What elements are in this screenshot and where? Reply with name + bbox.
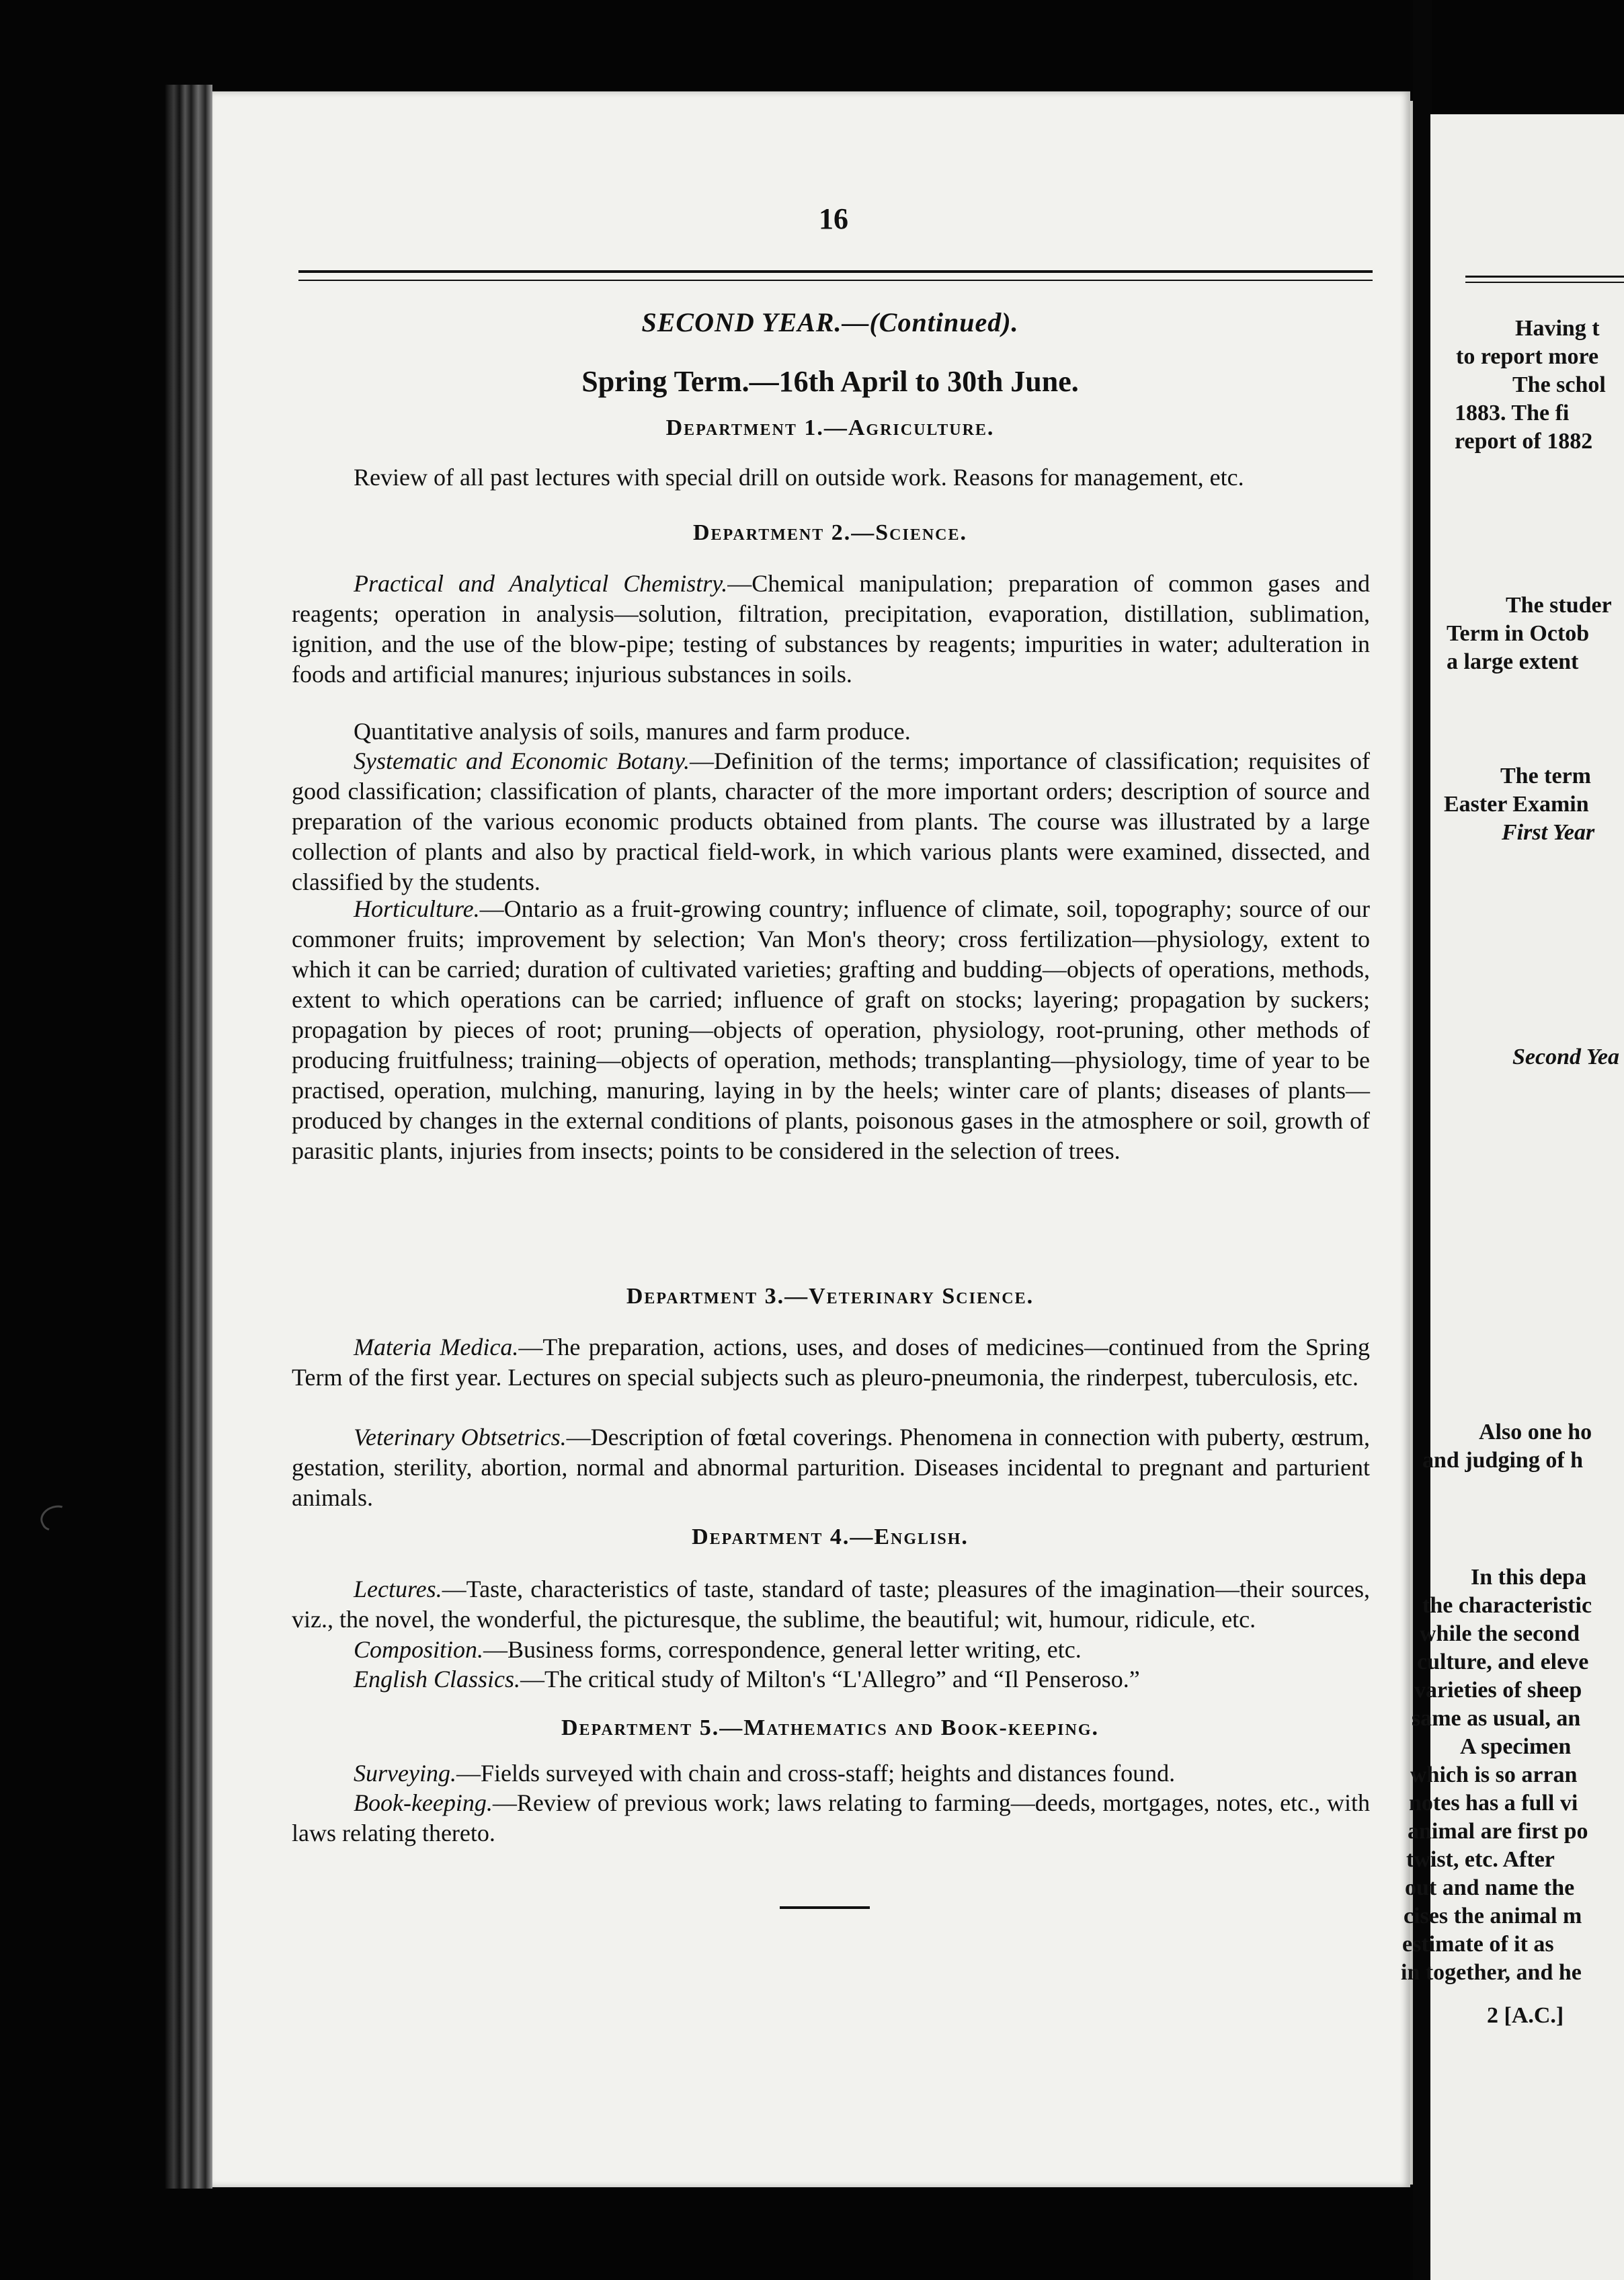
paragraph: Materia Medica.—The preparation, actions, uses, and doses of medicines—continued from the Spring Term of the first year. Lectures on special subjects such as pleuro-pneumonia, the rinderpest, tuberculosis, etc. — [292, 1334, 1370, 1391]
facing-page-text: a large extent — [1447, 649, 1579, 674]
facing-page-text: varieties of sheep — [1414, 1678, 1582, 1703]
header-rule — [298, 270, 1373, 281]
facing-page-text: which is so arran — [1410, 1762, 1578, 1787]
paragraph: English Classics.—The critical study of Milton's “L'Allegro” and “Il Penseroso.” — [354, 1666, 1140, 1693]
facing-page-text: animal are first po — [1408, 1819, 1588, 1844]
topic-lead: Surveying. — [354, 1760, 456, 1787]
paragraph: Book-keeping.—Review of previous work; laws relating to farming—deeds, mortgages, notes, etc., with laws relating thereto. — [292, 1789, 1370, 1846]
paragraph: Veterinary Obtsetrics.—Description of fœtal coverings. Phenomena in connection with puberty, œstrum, gestation, sterility, abortion, normal and abnormal parturition. Diseases incidental to pregnant and parturient animals. — [292, 1424, 1371, 1511]
paragraph: Lectures.—Taste, characteristics of taste, standard of taste; pleasures of the imagination—their sources, viz., the novel, the wonderful, the picturesque, the sublime, the beautiful; wit, humour, ridicule, etc. — [292, 1576, 1370, 1633]
topic-lead: Veterinary Obtsetrics. — [354, 1424, 567, 1451]
facing-page-text: Term in Octob — [1447, 621, 1590, 646]
facing-page-text: cises the animal m — [1404, 1904, 1582, 1928]
paragraph: Surveying.—Fields surveyed with chain and cross-staff; heights and distances found. — [354, 1760, 1176, 1787]
right-page-rule — [1465, 276, 1624, 283]
facing-page-text: in together, and he — [1401, 1960, 1582, 1985]
facing-page-text: In this depa — [1471, 1565, 1586, 1590]
department-heading: Department 3.—Veterinary Science. — [626, 1284, 1034, 1309]
facing-page-text: Easter Examin — [1444, 792, 1589, 817]
paragraph: Review of all past lectures with special drill on outside work. Reasons for management, etc. — [354, 464, 1244, 491]
facing-page-text: while the second — [1420, 1621, 1580, 1646]
facing-page-text: 1883. The fi — [1455, 401, 1570, 425]
department-heading: Department 4.—English. — [692, 1524, 969, 1549]
facing-page-text: out and name the — [1405, 1875, 1575, 1900]
page-number: 16 — [819, 202, 848, 235]
department-heading: Department 5.—Mathematics and Book-keeping. — [561, 1715, 1099, 1740]
facing-page-signature-mark: 2 [A.C.] — [1487, 2003, 1564, 2028]
facing-page-text: The schol — [1512, 372, 1606, 397]
facing-page-text: First Year — [1502, 820, 1595, 845]
facing-page-text: twist, etc. After — [1406, 1847, 1555, 1872]
topic-lead: English Classics. — [354, 1666, 521, 1693]
section-title: SECOND YEAR.—(Continued). — [641, 307, 1019, 337]
paragraph: Systematic and Economic Botany.—Definition of the terms; importance of classification; requisites of good classification; classification of plants, character of the more important orders; description of source and preparation of the various economic products obtained from plants. The course was illustrated by a large collection of plants and also by practical field-work, in which various plants were examined, dissected, and classified by the students. — [292, 747, 1370, 895]
facing-page-text: Also one ho — [1479, 1420, 1592, 1444]
facing-page-text: report of 1882 — [1455, 429, 1593, 454]
department-heading: Department 1.—Agriculture. — [665, 415, 995, 440]
facing-page-text: and judging of h — [1422, 1448, 1584, 1473]
topic-lead: Composition. — [354, 1636, 484, 1663]
facing-page-text: the characteristic — [1422, 1593, 1592, 1618]
facing-page-text: Having t — [1515, 316, 1600, 341]
department-heading: Department 2.—Science. — [692, 520, 968, 545]
facing-page-text: same as usual, an — [1412, 1706, 1581, 1731]
paragraph: Composition.—Business forms, correspondence, general letter writing, etc. — [354, 1636, 1082, 1663]
topic-lead: Horticulture. — [354, 895, 480, 922]
term-title: Spring Term.—16th April to 30th June. — [581, 365, 1079, 398]
topic-lead: Practical and Analytical Chemistry. — [354, 570, 728, 597]
facing-page-text: culture, and eleve — [1417, 1650, 1589, 1674]
facing-page-text: The term — [1500, 764, 1592, 788]
paragraph: Horticulture.—Ontario as a fruit-growing country; influence of climate, soil, topography; source of our commoner fruits; improvement by selection; Van Mon's theory; cross fertilization—physiology, extent to which it can be carried; duration of cultivated varieties; grafting and budding—objects of operations, methods, extent to which operations can be carried; influence of graft on stocks; layering; propagation by suckers; propagation by pieces of root; pruning—objects of operation, physiology, root-pruning, other methods of producing fruitfulness; training—objects of operation, methods; transplanting—physiology, time of year to be practised, operation, mulching, manuring, laying in by the heels; winter care of plants; diseases of plants—produced by changes in the external conditions of plants, poisonous gases in the atmosphere or soil, growth of parasitic plants, injuries from insects; points to be considered in the selection of trees. — [292, 895, 1370, 1164]
margin-mark — [37, 1500, 75, 1535]
book-binding — [165, 85, 212, 2189]
paragraph: Practical and Analytical Chemistry.—Chemical manipulation; preparation of common gases and reagents; operation in analysis—solution, filtration, precipitation, evaporation, distillation, sublimation, ignition, and the use of the blow-pipe; testing of substances by reagents; impurities in water; adulteration in foods and artificial manures; injurious substances in soils. — [292, 570, 1370, 688]
topic-lead: Systematic and Economic Botany. — [354, 747, 690, 774]
topic-lead: Book-keeping. — [354, 1789, 493, 1816]
topic-lead: Lectures. — [354, 1576, 442, 1602]
paragraph: Quantitative analysis of soils, manures and farm produce. — [354, 718, 911, 745]
facing-page-text: The studer — [1506, 593, 1612, 618]
facing-page-text: to report more — [1456, 344, 1599, 369]
facing-page-text: notes has a full vi — [1409, 1791, 1578, 1816]
facing-page-text: Second Yea — [1512, 1045, 1619, 1069]
facing-page-text: estimate of it as — [1402, 1932, 1554, 1957]
facing-page-text: A specimen — [1460, 1734, 1572, 1759]
topic-lead: Materia Medica. — [354, 1334, 519, 1360]
end-rule — [780, 1906, 870, 1909]
